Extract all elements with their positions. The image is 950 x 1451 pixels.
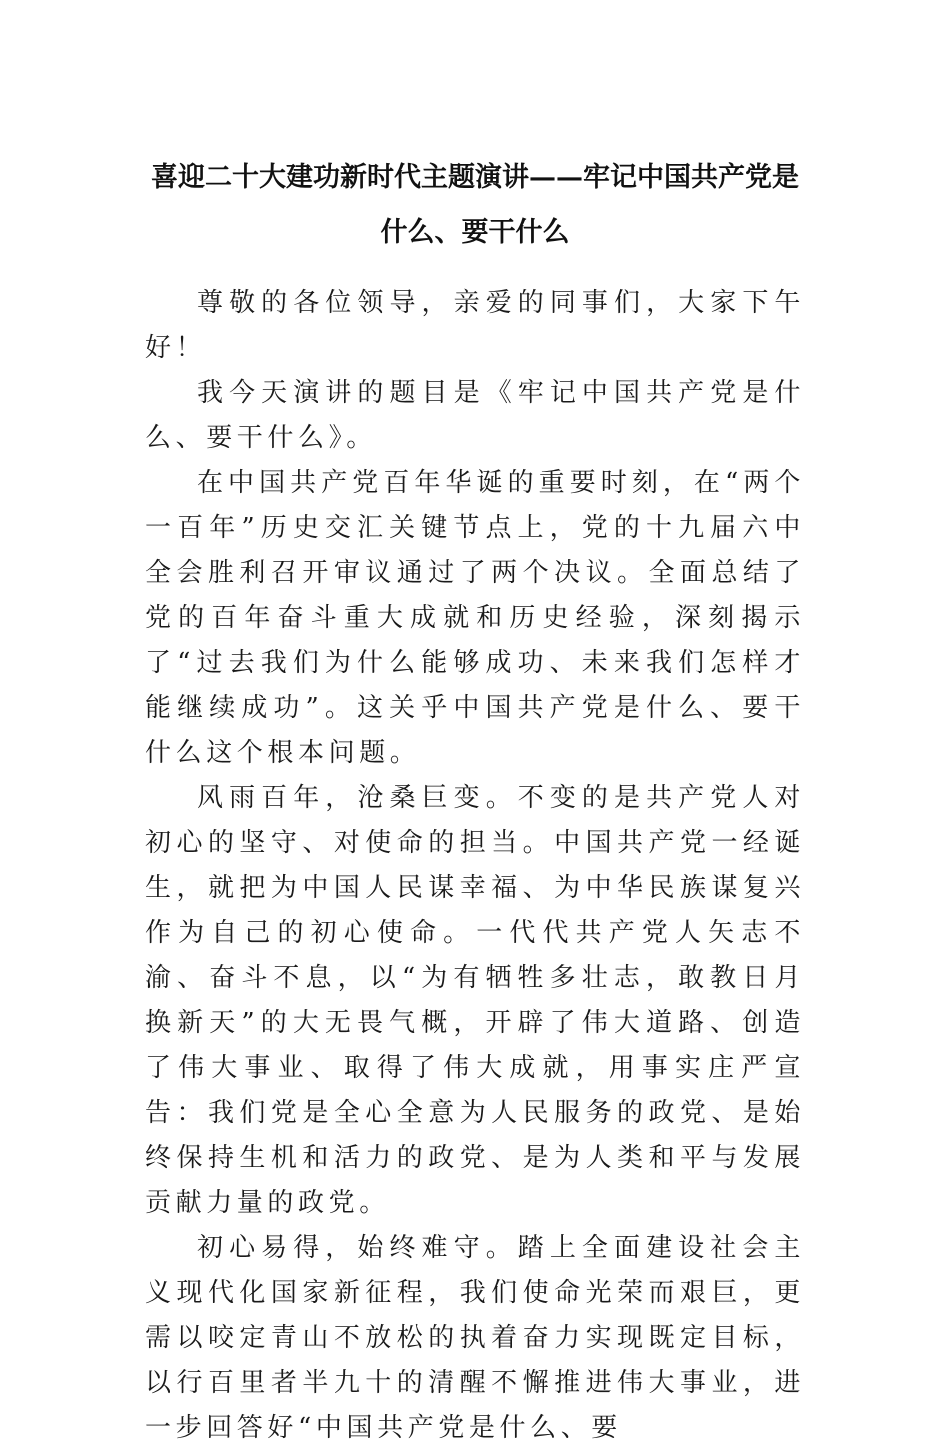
paragraph-new-journey: 初心易得，始终难守。踏上全面建设社会主义现代化国家新征程，我们使命光荣而艰巨，更需以咬定青山不放松的执着奋力实现既定目标，以行百里者半九十的清醒不懈推进伟大事业，进一步回答好“中国共产党是什么、要 <box>145 1233 805 1443</box>
document-body <box>145 281 805 1451</box>
paragraph-plenary-session: 在中国共产党百年华诞的重要时刻，在“两个一百年”历史交汇关键节点上，党的十九届六中全会胜利召开审议通过了两个决议。全面总结了党的百年奋斗重大成就和历史经验，深刻揭示了“过去我们为什么能够成功、未来我们怎样才能继续成功”。这关乎中国共产党是什么、要干什么这个根本问题。 <box>145 468 805 768</box>
paragraph-greeting: 尊敬的各位领导，亲爱的同事们，大家下午好！ <box>145 288 805 363</box>
paragraph-century-history: 风雨百年，沧桑巨变。不变的是共产党人对初心的坚守、对使命的担当。中国共产党一经诞生，就把为中国人民谋幸福、为中华民族谋复兴作为自己的初心使命。一代代共产党人矢志不渝、奋斗不息，以“为有牺牲多壮志，敢教日月换新天”的大无畏气概，开辟了伟大道路、创造了伟大事业、取得了伟大成就，用事实庄严宣告：我们党是全心全意为人民服务的政党、是始终保持生机和活力的政党、是为人类和平与发展贡献力量的政党。 <box>145 783 805 1218</box>
paragraph-topic: 我今天演讲的题目是《牢记中国共产党是什么、要干什么》。 <box>145 378 805 453</box>
document-title: 喜迎二十大建功新时代主题演讲——牢记中国共产党是什么、要干什么 <box>151 162 799 248</box>
